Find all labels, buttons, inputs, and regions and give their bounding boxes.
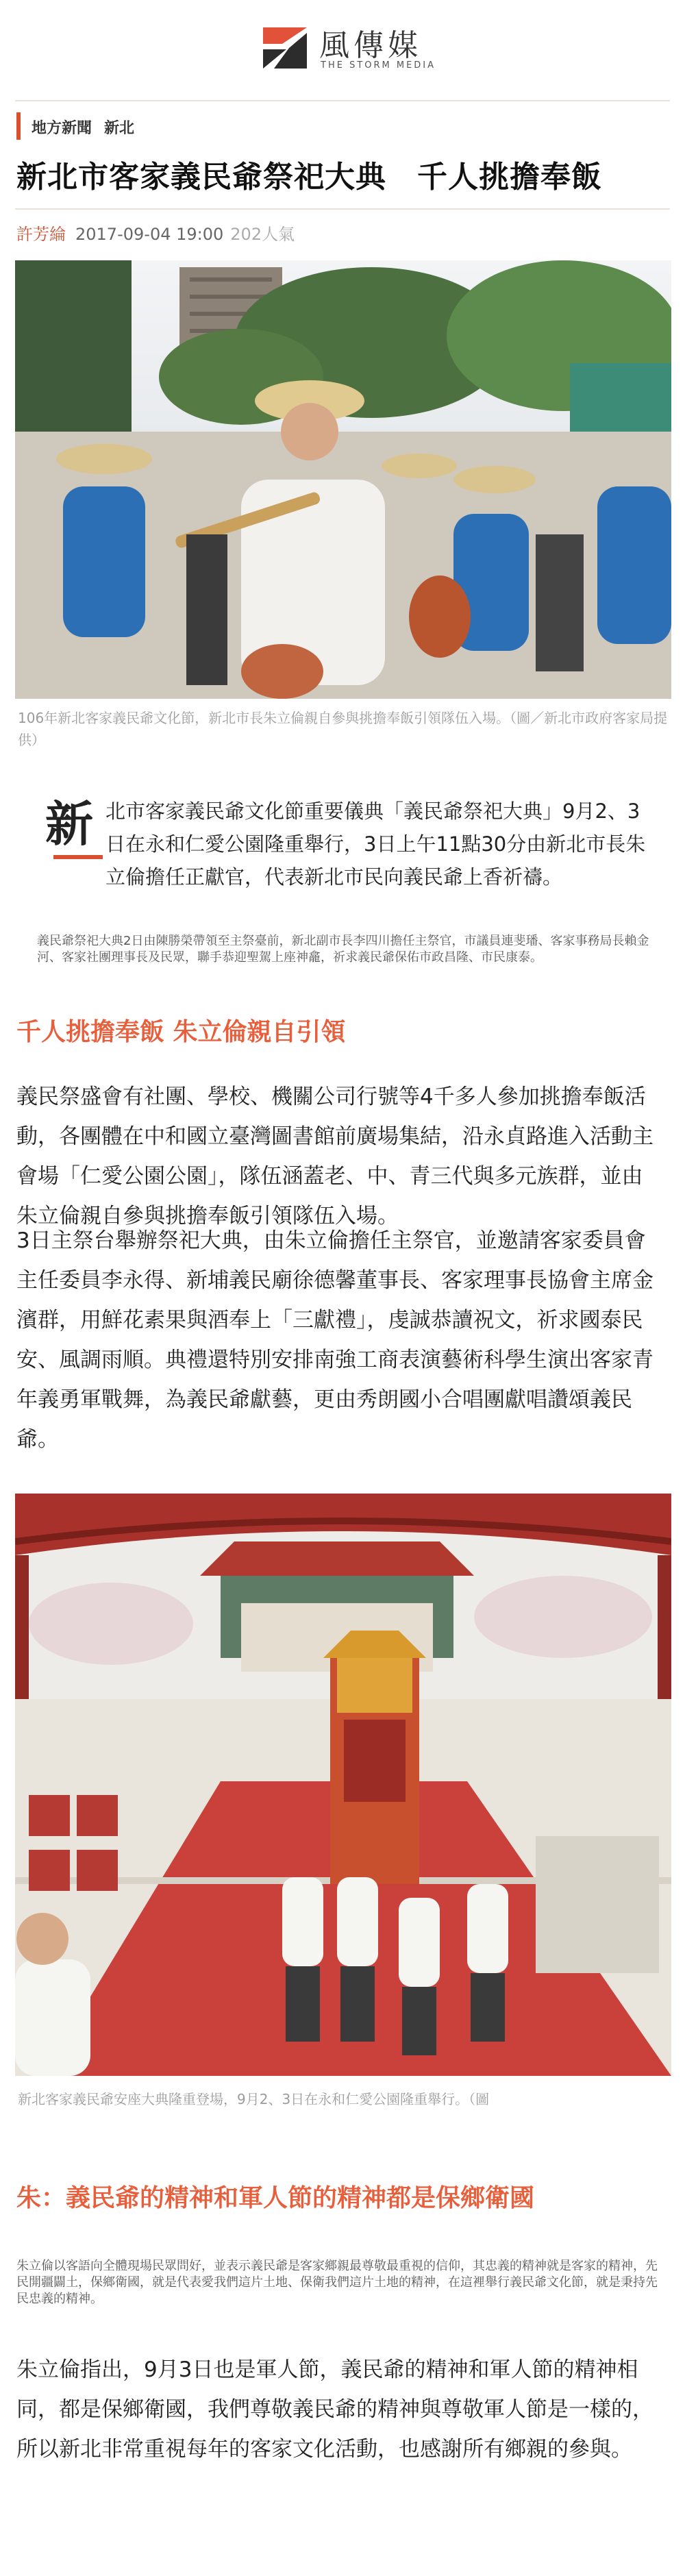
storm-logo-icon[interactable] [259,21,311,73]
section-1-paragraph-2: 3日主祭台舉辦祭祀大典，由朱立倫擔任主祭官，並邀請客家委員會主任委員李永得、新埔義民廟徐德馨董事長、客家理事長協會主席金濱群，用鮮花素果與酒奉上「三獻禮」，虔誠恭讀祝文，祈求國泰民安、風調雨順。典禮還特別安排南強工商表演藝術科學生演出客家青年義勇軍戰舞，為義民爺獻藝，更由秀朗國小合唱團獻唱讚頌義民爺。 [16,1228,653,1452]
article-meta [16,221,295,245]
brand-tagline: THE STORM MEDIA [321,60,436,71]
photo-palanquin-image [15,1494,671,2076]
section-2-heading: 朱：義民爺的精神和軍人節的精神都是保鄉衛國 [16,2184,535,2212]
category-accent-bar [16,112,21,140]
article-photo-2[interactable] [15,1494,671,2076]
publish-time: 2017-09-04 19:00 [75,225,224,244]
section-2-note: 朱立倫以客語向全體現場民眾問好，並表示義民爺是客家鄉親最尊敬最重視的信仰，其忠義的精神就是客家的精神，先民開疆闢土，保鄉衛國，就是代表愛我們這片土地、保衛我們這片土地的精神，在這裡舉行義民爺文化節，就是秉持先民忠義的精神。 [16,2259,658,2306]
section-2-paragraph: 朱立倫指出，9月3日也是軍人節，義民爺的精神和軍人節的精神相同，都是保鄉衛國，我們尊敬義民爺的精神與尊敬軍人節是一樣的，所以新北非常重視每年的客家文化活動，也感謝所有鄉親的參與。 [16,2357,653,2462]
photo-procession-image [15,260,671,699]
photo-1-caption: 106年新北客家義民爺文化節，新北市長朱立倫親自參與挑擔奉飯引領隊伍入場。（圖／新北市政府客家局提供） [18,710,668,748]
view-count: 202人氣 [230,225,295,244]
title-divider [15,208,670,210]
author-link[interactable]: 許芳綸 [16,225,66,244]
lead-dropcap: 新 [45,796,93,852]
section-1-paragraph-1: 義民祭盛會有社團、學校、機關公司行號等4千多人參加挑擔奉飯活動，各團體在中和國立臺灣圖書館前廣場集結，沿永貞路進入活動主會場「仁愛公園公園」，隊伍涵蓋老、中、青三代與多元族群，並由朱立倫親自參與挑擔奉飯引領隊伍入場。 [16,1085,653,1228]
article-photo-1[interactable] [15,260,671,699]
category-local-news[interactable]: 地方新聞 [32,120,92,137]
brand-name[interactable]: 風傳媒 [319,28,422,63]
header-divider [15,100,670,101]
site-header [0,0,685,89]
section-1-heading: 千人挑擔奉飯 朱立倫親自引領 [16,1018,346,1046]
lead-paragraph: 北市客家義民爺文化節重要儀典「義民爺祭祀大典」9月2、3日在永和仁愛公園隆重舉行，3日上午11點30分由新北市長朱立倫擔任正獻官，代表新北市民向義民爺上香祈禱。 [105,800,646,889]
lead-note: 義民爺祭祀大典2日由陳勝榮帶領至主祭臺前，新北副市長李四川擔任主祭官，市議員連斐璠、客家事務局長賴金河、客家社團理事長及民眾，聯手恭迎聖駕上座神龕，祈求義民爺保佑市政昌隆、市民康泰。 [37,934,649,965]
photo-2-caption: 新北客家義民爺安座大典隆重登場，9月2、3日在永和仁愛公園隆重舉行。（圖 [18,2091,490,2107]
dropcap-underline [53,855,103,859]
article-title: 新北市客家義民爺祭祀大典 千人挑擔奉飯 [16,160,602,195]
category-new-taipei[interactable]: 新北 [104,120,135,137]
breadcrumb [32,116,147,138]
